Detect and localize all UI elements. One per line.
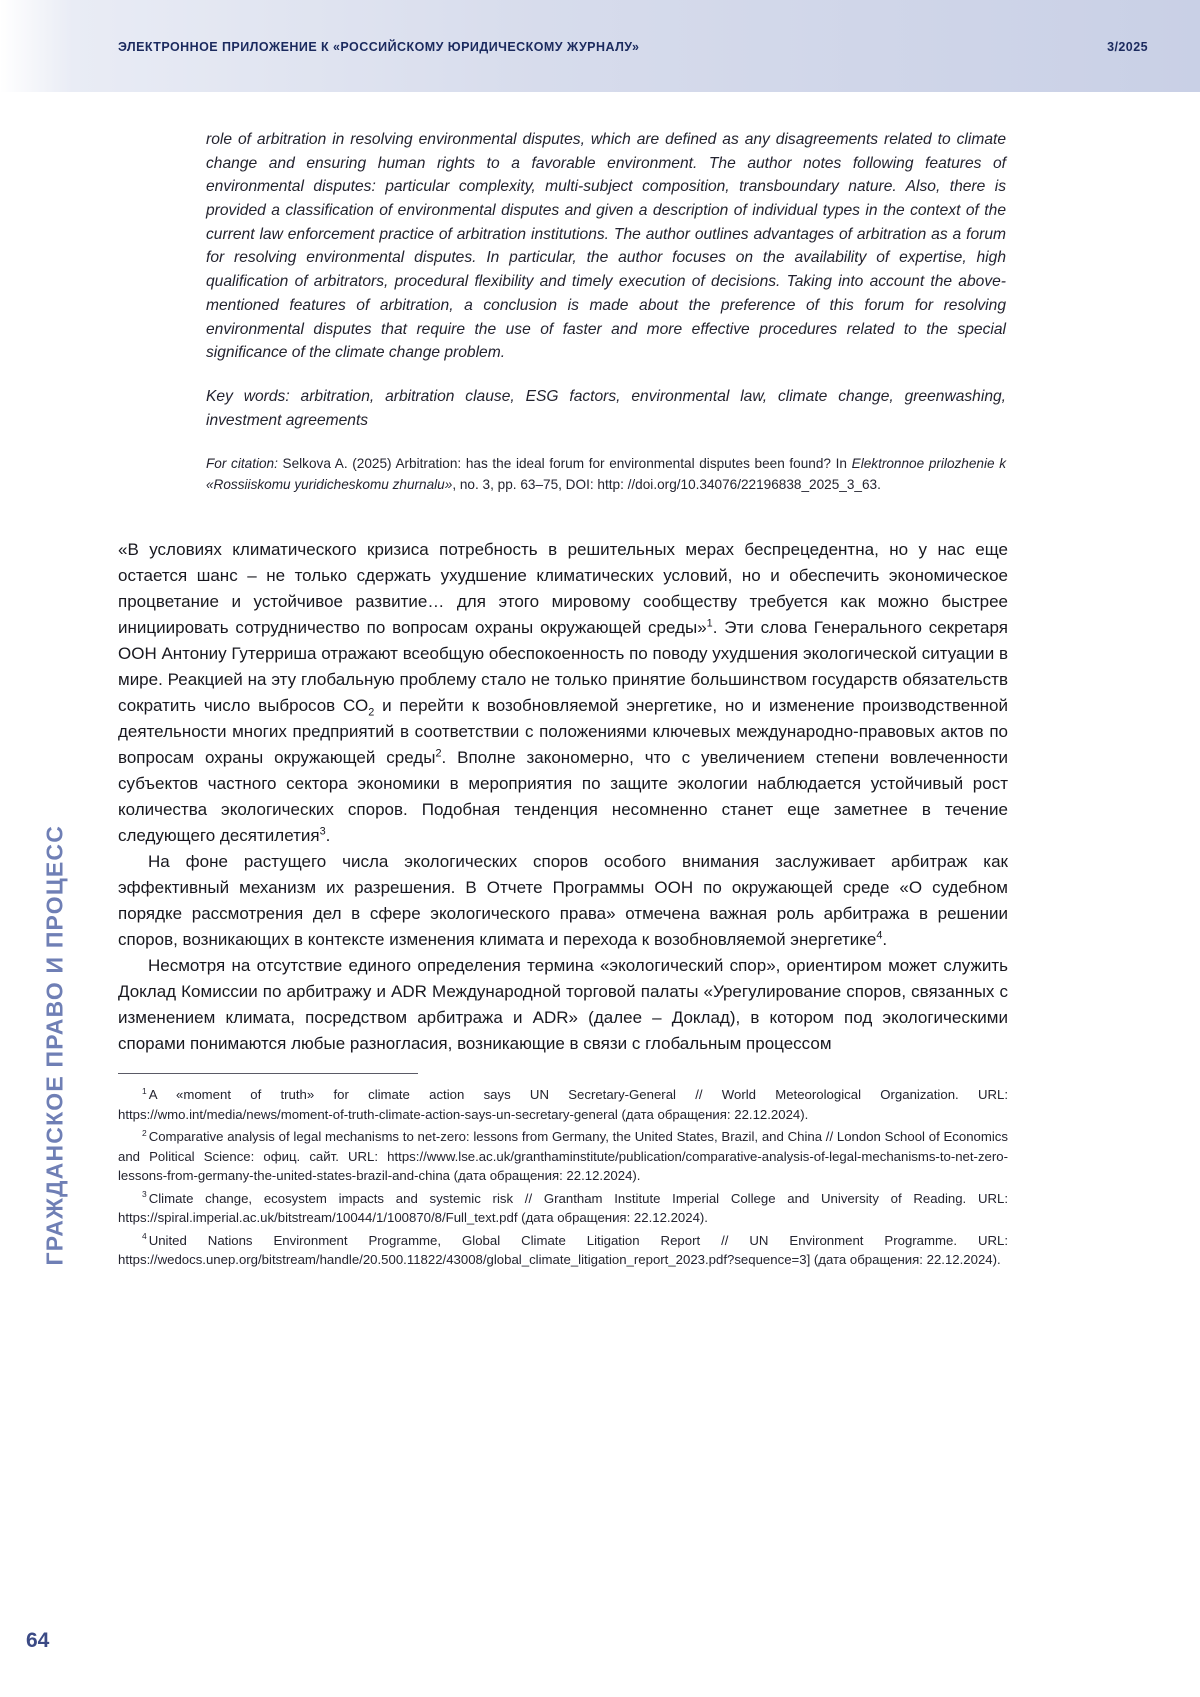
journal-title: ЭЛЕКТРОННОЕ ПРИЛОЖЕНИЕ К «РОССИЙСКОМУ ЮРИДИЧЕСКОМУ ЖУРНАЛУ» [118, 40, 640, 54]
footnote-text: Comparative analysis of legal mechanisms to net-zero: lessons from Germany, the United States, Brazil, and China // London School of Economics and Political Science: офиц. сайт. URL: https://www.lse.ac.uk/granthaminstitute/publication/comparative-analysis-of-legal-mechanisms-to-net-zero-lessons-from-germany-the-united-states-brazil-and-china (дата обращения: 22.12.2024). [118, 1129, 1008, 1184]
footnote-ref-1[interactable]: 1 [706, 617, 713, 630]
keywords-paragraph: Key words: arbitration, arbitration clause, ESG factors, environmental law, climate change, greenwashing, investment agreements [206, 387, 1006, 429]
footnote-marker: 1 [142, 1085, 147, 1096]
header-inner [118, 40, 1148, 54]
footnote-text: United Nations Environment Programme, Global Climate Litigation Report // UN Environment Programme. URL: https://wedocs.unep.org/bitstream/handle/20.500.11822/43008/global_climate_litigation_report_2023.pdf?sequence=3] (дата обращения: 22.12.2024). [118, 1232, 1008, 1268]
footnote-divider [118, 1073, 418, 1074]
body-text [118, 537, 1008, 1057]
body-paragraph-2 [118, 849, 1008, 953]
footnote-ref-2[interactable]: 2 [435, 747, 442, 760]
citation-text-before: Selkova A. (2025) Arbitration: has the ideal forum for environmental disputes been found? In [277, 456, 852, 472]
p1-part3: и перейти к возобновляемой энергетике, но и изменение производственной деятельности многих предприятий в соответствии с положениями ключевых международно-правовых актов по вопросам охраны окружающей среды [118, 696, 1008, 768]
section-label: ГРАЖДАНСКОЕ ПРАВО И ПРОЦЕСС [41, 824, 68, 1266]
citation-label: For citation: [206, 456, 278, 472]
p2-part2: . [882, 930, 888, 950]
footnote-list [118, 1085, 1008, 1270]
page-number: 64 [26, 1629, 50, 1652]
footnote-text: A «moment of truth» for climate action says UN Secretary-General // World Meteorological Organization. URL: https://wmo.int/media/news/moment-of-truth-climate-action-says-un-secretary-general (дата обращения: 22.12.2024). [118, 1087, 1008, 1122]
left-sidebar [0, 92, 72, 1697]
abstract-paragraph: role of arbitration in resolving environmental disputes, which are defined as any disagreements related to climate change and ensuring human rights to a favorable environment. The author notes following features of environmental disputes: particular complexity, multi-subject composition, transboundary nature. Also, there is provided a classification of environmental disputes and given a description of individual types in the context of the current law enforcement practice of arbitration institutions. The author outlines advantages of arbitration as a forum for resolving environmental disputes. In particular, the author focuses on the availability of expertise, high qualification of arbitrators, procedural flexibility and timely execution of decisions. Taking into account the above-mentioned features of arbitration, a conclusion is made about the preference of this forum for resolving environmental disputes that require the use of faster and more effective procedures related to the special significance of the climate change problem. [206, 131, 1006, 362]
p1-part5: . [325, 826, 331, 846]
footnote-ref-3[interactable]: 3 [319, 825, 326, 838]
co2-subscript: 2 [368, 706, 375, 719]
footnote-marker: 2 [142, 1127, 147, 1138]
page-header [0, 0, 1200, 92]
footnote-ref-4[interactable]: 4 [876, 929, 883, 942]
footnote-marker: 4 [142, 1231, 147, 1242]
citation-text-after: , no. 3, pp. 63–75, DOI: http: //doi.org/10.34076/22196838_2025_3_63. [452, 476, 881, 492]
p1-part2: . Эти слова Генерального секретаря ООН Антониу Гутерриша отражают всеобщую обеспокоенность по поводу ухудшения экологической ситуации в мире. Реакцией на эту глобальную проблему стало не только принятие большинством государств обязательств сократить число выбросов СО [118, 618, 1008, 716]
p2-part1: На фоне растущего числа экологических споров особого внимания заслуживает арбитраж как эффективный механизм их разрешения. В Отчете Программы ООН по окружающей среде «О судебном порядке рассмотрения дел в сфере экологического права» отмечена важная роль арбитража в решении споров, возникающих в контексте изменения климата и перехода к возобновляемой энергетике [118, 852, 1008, 950]
citation-source: Elektronnoe prilozhenie k «Rossiiskomu yuridicheskomu zhurnalu» [206, 456, 1007, 492]
body-paragraph-1 [118, 537, 1008, 849]
abstract-block [206, 128, 1006, 432]
page-content [118, 128, 1008, 1273]
footnote-item [118, 1231, 1008, 1270]
footnote-text: Climate change, ecosystem impacts and systemic risk // Grantham Institute Imperial College and University of Reading. URL: https://spiral.imperial.ac.uk/bitstream/10044/1/100870/8/Full_text.pdf (дата обращения: 22.12.2024). [118, 1190, 1008, 1226]
footnote-marker: 3 [142, 1189, 147, 1200]
footnote-item [118, 1189, 1008, 1228]
issue-number: 3/2025 [1107, 40, 1148, 54]
body-paragraph-3: Несмотря на отсутствие единого определения термина «экологический спор», ориентиром может служить Доклад Комиссии по арбитражу и ADR Международной торговой палаты «Урегулирование споров, связанных с изменением климата, посредством арбитража и ADR» (далее – Доклад), в котором под экологическими спорами понимаются любые разногласия, возникающие в связи с глобальным процессом [118, 956, 1008, 1054]
footnote-item [118, 1085, 1008, 1124]
footnote-item [118, 1127, 1008, 1186]
p1-part1: «В условиях климатического кризиса потребность в решительных мерах беспрецедентна, но у нас еще остается шанс – не только сдержать ухудшение климатических условий, но и обеспечить экономическое процветание и устойчивое развитие… для этого мировому сообществу требуется как можно быстрее инициировать сотрудничество по вопросам охраны окружающей среды» [118, 540, 1008, 638]
citation-block [206, 454, 1006, 495]
p1-part4: . Вполне закономерно, что с увеличением степени вовлеченности субъектов частного сектора экономики в мероприятия по защите экологии наблюдается устойчивый рост количества экологических споров. Подобная тенденция несомненно станет еще заметнее в течение следующего десятилетия [118, 748, 1008, 846]
